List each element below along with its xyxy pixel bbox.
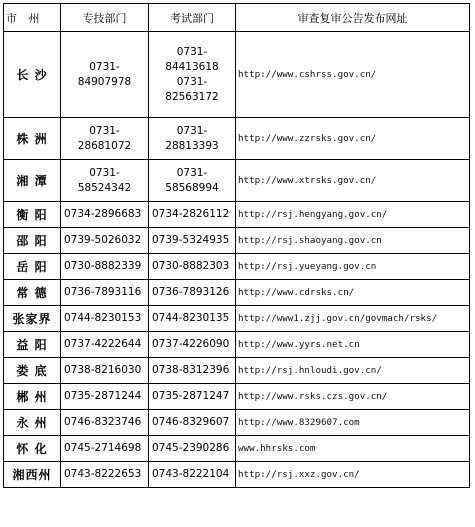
phone-line: 0744-8230135 bbox=[152, 312, 230, 324]
url-link[interactable]: www.hhrsks.com bbox=[236, 436, 470, 462]
city-cell: 湘 潭 bbox=[4, 160, 61, 202]
table-row bbox=[4, 32, 470, 118]
phone-line: 58524342 bbox=[77, 181, 132, 194]
city-cell: 邵 阳 bbox=[4, 228, 61, 254]
major-dept-phone-cell bbox=[61, 332, 149, 358]
phone-line: 0731- bbox=[176, 75, 208, 88]
url-link[interactable]: http://rsj.yueyang.gov.cn bbox=[236, 254, 470, 280]
exam-dept-phone-cell bbox=[149, 118, 236, 160]
phone-line: 0731- bbox=[89, 60, 120, 73]
header-city: 市 州 bbox=[4, 4, 61, 32]
exam-dept-phone-cell bbox=[149, 358, 236, 384]
url-link[interactable]: http://rsj.shaoyang.gov.cn bbox=[236, 228, 470, 254]
url-link[interactable]: http://www.xtrsks.gov.cn/ bbox=[236, 160, 470, 202]
phone-line: 82563172 bbox=[165, 90, 219, 103]
major-dept-phone-cell bbox=[61, 410, 149, 436]
phone-line: 0739-5324935 bbox=[152, 234, 230, 246]
phone-line: 0734-2826112 bbox=[152, 208, 230, 220]
city-cell: 湘西州 bbox=[4, 462, 61, 488]
header-url: 审查复审公告发布网址 bbox=[236, 4, 470, 32]
contact-table bbox=[3, 3, 470, 488]
city-cell: 郴 州 bbox=[4, 384, 61, 410]
url-link[interactable]: http://rsj.xxz.gov.cn/ bbox=[236, 462, 470, 488]
url-link[interactable]: http://www.rsks.czs.gov.cn/ bbox=[236, 384, 470, 410]
phone-line: 0738-8312396 bbox=[152, 364, 230, 376]
table-row bbox=[4, 358, 470, 384]
header-major-dept: 专技部门 bbox=[61, 4, 149, 32]
phone-line: 28813393 bbox=[165, 139, 219, 152]
exam-dept-phone-cell bbox=[149, 202, 236, 228]
url-link[interactable]: http://rsj.hengyang.gov.cn/ bbox=[236, 202, 470, 228]
phone-line: 0736-7893116 bbox=[64, 286, 142, 298]
city-cell: 长 沙 bbox=[4, 32, 61, 118]
exam-dept-phone-cell bbox=[149, 280, 236, 306]
major-dept-phone-cell bbox=[61, 384, 149, 410]
major-dept-phone-cell bbox=[61, 462, 149, 488]
url-link[interactable]: http://www.zzrsks.gov.cn/ bbox=[236, 118, 470, 160]
exam-dept-phone-cell bbox=[149, 254, 236, 280]
city-cell: 永 州 bbox=[4, 410, 61, 436]
phone-line: 0737-4222644 bbox=[64, 338, 142, 350]
phone-line: 0734-2896683 bbox=[64, 208, 142, 220]
table-row bbox=[4, 306, 470, 332]
major-dept-phone-cell bbox=[61, 160, 149, 202]
major-dept-phone-cell bbox=[61, 32, 149, 118]
url-link[interactable]: http://www.cshrss.gov.cn/ bbox=[236, 32, 470, 118]
phone-line: 58568994 bbox=[165, 181, 219, 194]
phone-line: 0737-4226090 bbox=[152, 338, 230, 350]
exam-dept-phone-cell bbox=[149, 306, 236, 332]
phone-line: 0743-8222653 bbox=[64, 468, 142, 480]
phone-line: 84907978 bbox=[77, 75, 132, 88]
city-cell: 衡 阳 bbox=[4, 202, 61, 228]
exam-dept-phone-cell bbox=[149, 462, 236, 488]
major-dept-phone-cell bbox=[61, 436, 149, 462]
major-dept-phone-cell bbox=[61, 306, 149, 332]
exam-dept-phone-cell bbox=[149, 160, 236, 202]
major-dept-phone-cell bbox=[61, 118, 149, 160]
table-row bbox=[4, 384, 470, 410]
phone-line: 0744-8230153 bbox=[64, 312, 142, 324]
major-dept-phone-cell bbox=[61, 228, 149, 254]
phone-line: 0730-8882339 bbox=[64, 260, 142, 272]
phone-line: 0746-8323746 bbox=[64, 416, 142, 428]
city-cell: 张家界 bbox=[4, 306, 61, 332]
table-row bbox=[4, 410, 470, 436]
table-row bbox=[4, 254, 470, 280]
exam-dept-phone-cell bbox=[149, 384, 236, 410]
phone-line: 0735-2871247 bbox=[152, 390, 230, 402]
url-link[interactable]: http://rsj.hnloudi.gov.cn/ bbox=[236, 358, 470, 384]
phone-line: 0731- bbox=[176, 166, 208, 179]
table-row bbox=[4, 160, 470, 202]
city-cell: 株 洲 bbox=[4, 118, 61, 160]
table-row bbox=[4, 228, 470, 254]
table-row bbox=[4, 332, 470, 358]
exam-dept-phone-cell bbox=[149, 32, 236, 118]
phone-line: 0745-2390286 bbox=[152, 442, 230, 454]
phone-line: 28681072 bbox=[77, 139, 132, 152]
phone-line: 84413618 bbox=[165, 60, 219, 73]
major-dept-phone-cell bbox=[61, 202, 149, 228]
exam-dept-phone-cell bbox=[149, 410, 236, 436]
phone-line: 0745-2714698 bbox=[64, 442, 142, 454]
url-link[interactable]: http://www1.zjj.gov.cn/govmach/rsks/ bbox=[236, 306, 470, 332]
phone-line: 0731- bbox=[89, 166, 120, 179]
city-cell: 岳 阳 bbox=[4, 254, 61, 280]
table-body bbox=[4, 32, 470, 488]
phone-line: 0738-8216030 bbox=[64, 364, 142, 376]
major-dept-phone-cell bbox=[61, 358, 149, 384]
url-link[interactable]: http://www.cdrsks.cn/ bbox=[236, 280, 470, 306]
header-row bbox=[4, 4, 470, 32]
table-row bbox=[4, 202, 470, 228]
city-cell: 怀 化 bbox=[4, 436, 61, 462]
phone-line: 0731- bbox=[176, 45, 208, 58]
header-exam-dept: 考试部门 bbox=[149, 4, 236, 32]
major-dept-phone-cell bbox=[61, 280, 149, 306]
table-row bbox=[4, 436, 470, 462]
phone-line: 0735-2871244 bbox=[64, 390, 142, 402]
major-dept-phone-cell bbox=[61, 254, 149, 280]
city-cell: 益 阳 bbox=[4, 332, 61, 358]
phone-line: 0731- bbox=[176, 124, 208, 137]
city-cell: 娄 底 bbox=[4, 358, 61, 384]
phone-line: 0746-8329607 bbox=[152, 416, 230, 428]
exam-dept-phone-cell bbox=[149, 436, 236, 462]
table-row bbox=[4, 462, 470, 488]
phone-line: 0730-8882303 bbox=[152, 260, 230, 272]
url-link[interactable]: http://www.8329607.com bbox=[236, 410, 470, 436]
phone-line: 0739-5026032 bbox=[64, 234, 142, 246]
exam-dept-phone-cell bbox=[149, 228, 236, 254]
table-row bbox=[4, 280, 470, 306]
phone-line: 0731- bbox=[89, 124, 120, 137]
table-row bbox=[4, 118, 470, 160]
exam-dept-phone-cell bbox=[149, 332, 236, 358]
phone-line: 0743-8222104 bbox=[152, 468, 230, 480]
url-link[interactable]: http://www.yyrs.net.cn bbox=[236, 332, 470, 358]
phone-line: 0736-7893126 bbox=[152, 286, 230, 298]
city-cell: 常 德 bbox=[4, 280, 61, 306]
